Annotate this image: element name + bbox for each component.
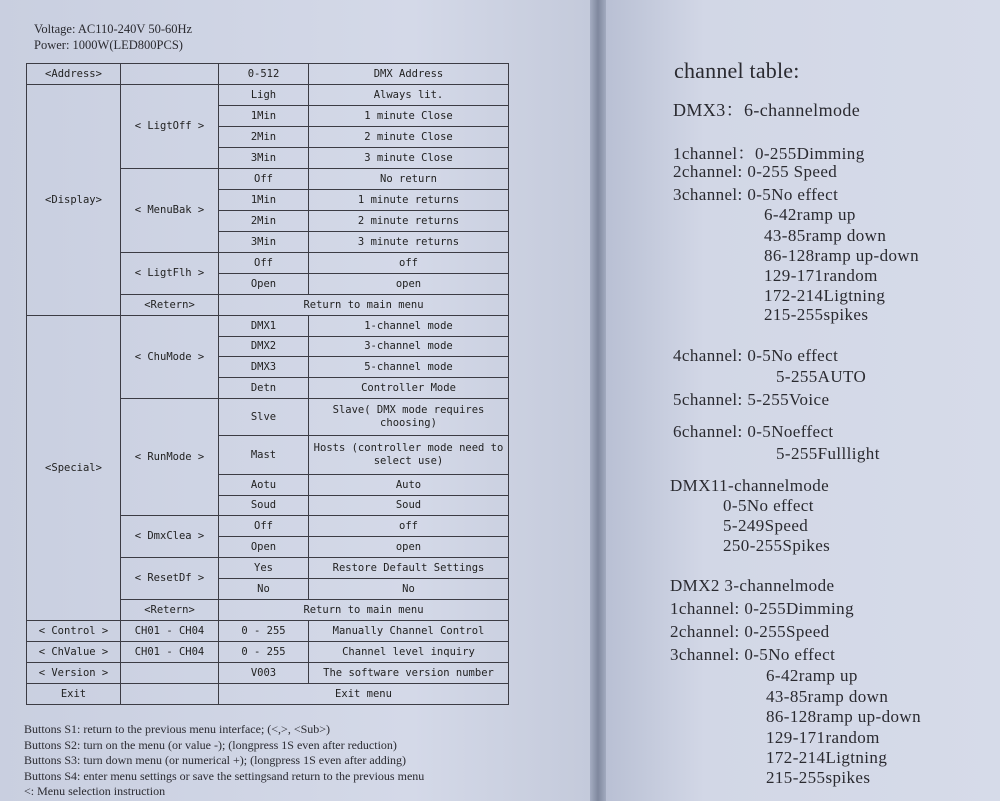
menu-control: < Control > bbox=[27, 621, 121, 642]
channel-line: DMX3：6-channelmode bbox=[673, 100, 861, 120]
channel-line: 172-214Ligtning bbox=[764, 286, 886, 305]
table-row bbox=[27, 316, 509, 337]
table-cell: 1 minute Close bbox=[309, 106, 509, 127]
channel-line: 0-5No effect bbox=[723, 496, 814, 515]
table-cell: Always lit. bbox=[309, 85, 509, 106]
channel-line: DMX2 3-channelmode bbox=[670, 576, 835, 595]
table-cell: Hosts (controller mode need to select use) bbox=[309, 436, 509, 475]
table-cell: Slve bbox=[219, 399, 309, 436]
table-cell: V003 bbox=[219, 663, 309, 684]
table-cell: Auto bbox=[309, 475, 509, 496]
table-cell: Soud bbox=[219, 496, 309, 516]
table-cell: Channel level inquiry bbox=[309, 642, 509, 663]
table-cell bbox=[121, 663, 219, 684]
table-cell: Soud bbox=[309, 496, 509, 516]
channel-line: 5-249Speed bbox=[723, 516, 809, 535]
table-cell: 2 minute Close bbox=[309, 127, 509, 148]
channel-line: 3channel: 0-5No effect bbox=[670, 645, 836, 664]
channel-line: 2channel: 0-255 Speed bbox=[673, 162, 838, 181]
channel-table-title: channel table: bbox=[674, 58, 800, 83]
note-line: <: Menu selection instruction bbox=[24, 784, 166, 798]
table-row bbox=[27, 64, 509, 85]
channel-line: 5-255AUTO bbox=[776, 367, 867, 386]
button-notes bbox=[24, 722, 424, 800]
channel-line: 172-214Ligtning bbox=[766, 748, 888, 767]
table-cell: Ligh bbox=[219, 85, 309, 106]
channel-line: 43-85ramp down bbox=[766, 687, 889, 706]
table-cell: DMX2 bbox=[219, 337, 309, 357]
table-cell: Mast bbox=[219, 436, 309, 475]
channel-line: 215-255spikes bbox=[764, 305, 869, 324]
menu-exit: Exit bbox=[27, 684, 121, 705]
channel-line: 5-255Fulllight bbox=[776, 444, 880, 463]
book-gutter bbox=[590, 0, 606, 801]
table-cell: 3Min bbox=[219, 232, 309, 253]
table-cell: DMX1 bbox=[219, 316, 309, 337]
right-page bbox=[606, 0, 1000, 801]
channel-line: 129-171random bbox=[766, 728, 880, 747]
submenu-dmxclea: < DmxClea > bbox=[121, 516, 219, 558]
table-cell bbox=[121, 64, 219, 85]
table-cell: open bbox=[309, 537, 509, 558]
channel-line: 3channel: 0-5No effect bbox=[673, 185, 839, 204]
menu-address: <Address> bbox=[27, 64, 121, 85]
power-spec: Power: 1000W(LED800PCS) bbox=[34, 38, 183, 52]
table-cell: 3 minute returns bbox=[309, 232, 509, 253]
menu-version: < Version > bbox=[27, 663, 121, 684]
table-cell: Restore Default Settings bbox=[309, 558, 509, 579]
table-cell: No return bbox=[309, 169, 509, 190]
table-cell: Open bbox=[219, 274, 309, 295]
table-cell: DMX3 bbox=[219, 357, 309, 378]
submenu-ligtoff: < LigtOff > bbox=[121, 85, 219, 169]
table-cell: 0 - 255 bbox=[219, 621, 309, 642]
submenu-chumode: < ChuMode > bbox=[121, 316, 219, 399]
note-line: Buttons S2: turn on the menu (or value -); (longpress 1S even after reduction) bbox=[24, 737, 397, 752]
table-cell: 1Min bbox=[219, 190, 309, 211]
note-line: Buttons S3: turn down menu (or numerical +); (longpress 1S even after adding) bbox=[24, 753, 407, 767]
menu-table bbox=[26, 63, 509, 705]
table-cell: DMX Address bbox=[309, 64, 509, 85]
table-cell: CH01 - CH04 bbox=[121, 642, 219, 663]
table-cell: 3-channel mode bbox=[309, 337, 509, 357]
submenu-resetdf: < ResetDf > bbox=[121, 558, 219, 600]
table-cell: CH01 - CH04 bbox=[121, 621, 219, 642]
table-cell: Detn bbox=[219, 378, 309, 399]
table-cell: Off bbox=[219, 253, 309, 274]
table-cell: Return to main menu bbox=[219, 600, 509, 621]
channel-line: 2channel: 0-255Speed bbox=[670, 622, 830, 641]
table-cell: Yes bbox=[219, 558, 309, 579]
table-cell: 2Min bbox=[219, 211, 309, 232]
menu-special: <Special> bbox=[27, 316, 121, 621]
menu-chvalue: < ChValue > bbox=[27, 642, 121, 663]
channel-line: DMX11-channelmode bbox=[670, 476, 830, 495]
table-cell: 3 minute Close bbox=[309, 148, 509, 169]
table-cell: 0 - 255 bbox=[219, 642, 309, 663]
submenu-runmode: < RunMode > bbox=[121, 399, 219, 516]
submenu-retern: <Retern> bbox=[121, 600, 219, 621]
table-cell: Off bbox=[219, 516, 309, 537]
table-cell: 1-channel mode bbox=[309, 316, 509, 337]
table-cell: Slave( DMX mode requires choosing) bbox=[309, 399, 509, 436]
table-cell: Off bbox=[219, 169, 309, 190]
table-row bbox=[27, 85, 509, 106]
table-row bbox=[27, 621, 509, 642]
menu-display: <Display> bbox=[27, 85, 121, 316]
channel-line: 6-42ramp up bbox=[764, 205, 856, 224]
channel-line: 129-171random bbox=[764, 266, 878, 285]
channel-line: 86-128ramp up-down bbox=[764, 246, 919, 265]
table-cell: open bbox=[309, 274, 509, 295]
table-cell: Return to main menu bbox=[219, 295, 509, 316]
submenu-retern: <Retern> bbox=[121, 295, 219, 316]
table-cell: No bbox=[309, 579, 509, 600]
table-cell: Aotu bbox=[219, 475, 309, 496]
table-cell: Manually Channel Control bbox=[309, 621, 509, 642]
channel-line: 1channel: 0-255Dimming bbox=[670, 599, 854, 618]
submenu-ligtflh: < LigtFlh > bbox=[121, 253, 219, 295]
channel-line: 1channel：0-255Dimming bbox=[673, 144, 865, 163]
channel-line: 86-128ramp up-down bbox=[766, 707, 921, 726]
table-cell: off bbox=[309, 516, 509, 537]
table-cell bbox=[121, 684, 219, 705]
table-cell: 1Min bbox=[219, 106, 309, 127]
channel-line: 250-255Spikes bbox=[723, 536, 831, 555]
table-row bbox=[27, 684, 509, 705]
table-cell: No bbox=[219, 579, 309, 600]
table-cell: 2Min bbox=[219, 127, 309, 148]
submenu-menubak: < MenuBak > bbox=[121, 169, 219, 253]
note-line: Buttons S4: enter menu settings or save the settingsand return to the previous menu bbox=[24, 768, 425, 783]
table-cell: 1 minute returns bbox=[309, 190, 509, 211]
table-cell: off bbox=[309, 253, 509, 274]
channel-line: 6-42ramp up bbox=[766, 666, 858, 685]
channel-line: 6channel: 0-5Noeffect bbox=[673, 422, 834, 441]
channel-line: 4channel: 0-5No effect bbox=[673, 346, 839, 365]
voltage-spec: Voltage: AC110-240V 50-60Hz bbox=[34, 22, 193, 36]
channel-line: 5channel: 5-255Voice bbox=[673, 390, 830, 409]
note-line: Buttons S1: return to the previous menu interface; (<,>, <Sub>) bbox=[24, 722, 331, 736]
table-row bbox=[27, 663, 509, 684]
channel-line: 43-85ramp down bbox=[764, 226, 887, 245]
channel-line: 215-255spikes bbox=[766, 768, 871, 787]
table-cell: 0-512 bbox=[219, 64, 309, 85]
table-cell: 5-channel mode bbox=[309, 357, 509, 378]
table-cell: Controller Mode bbox=[309, 378, 509, 399]
table-cell: Open bbox=[219, 537, 309, 558]
table-cell: The software version number bbox=[309, 663, 509, 684]
table-cell: Exit menu bbox=[219, 684, 509, 705]
table-cell: 2 minute returns bbox=[309, 211, 509, 232]
table-cell: 3Min bbox=[219, 148, 309, 169]
table-row bbox=[27, 642, 509, 663]
